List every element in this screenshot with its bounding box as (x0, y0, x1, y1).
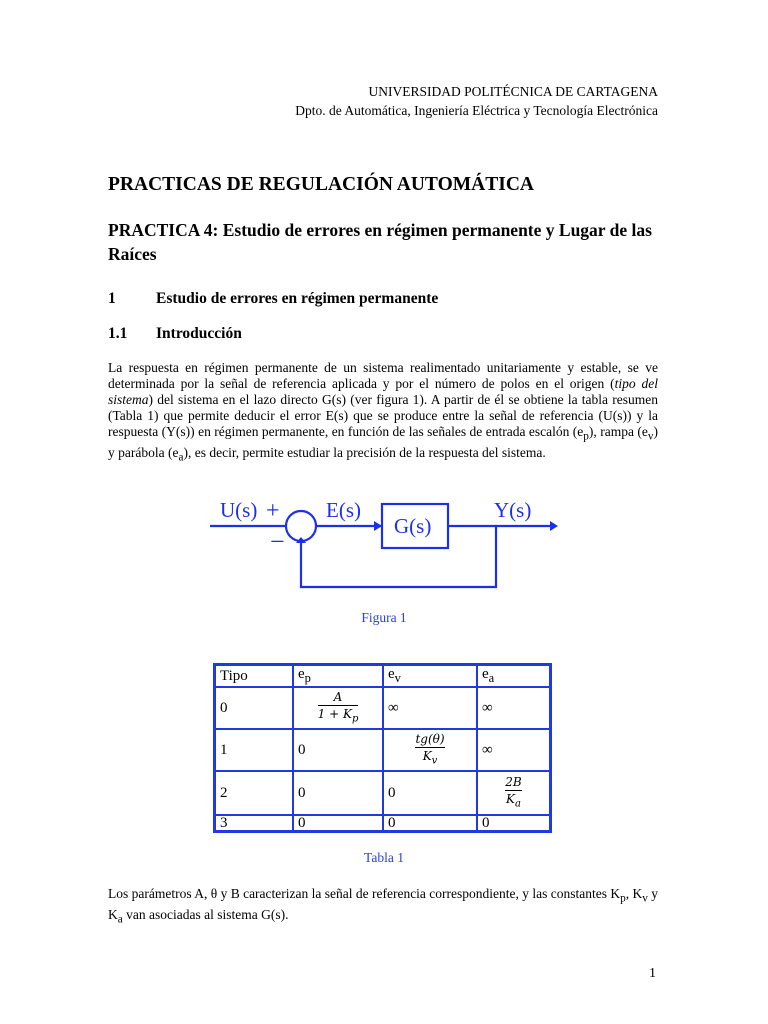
cell-ep: 0 (293, 729, 383, 771)
output-arrow-icon (550, 521, 558, 531)
table-header-row (215, 665, 551, 688)
cell-ev: ∞ (383, 687, 477, 729)
university-name: UNIVERSIDAD POLITÉCNICA DE CARTAGENA (368, 84, 658, 99)
header-ea: $e_a$ (477, 665, 551, 688)
input-label: U(s) (220, 498, 258, 522)
cell-ea: 0 (477, 815, 551, 832)
section-number: 1 (108, 290, 116, 307)
section-title: Introducción (156, 325, 242, 342)
cell-ea: $\frac{2B}{K_a}$ (477, 771, 551, 815)
cell-ep: 0 (293, 771, 383, 815)
header-tipo: Tipo (215, 665, 294, 688)
table-row (215, 729, 551, 771)
cell-tipo: 3 (215, 815, 294, 832)
practice-title: PRACTICA 4: Estudio de errores en régimen permanente y Lugar de las Raíces (108, 220, 652, 264)
document-title: PRACTICAS DE REGULACIÓN AUTOMÁTICA (108, 174, 534, 195)
cell-ea: ∞ (477, 687, 551, 729)
table-caption: Tabla 1 (364, 850, 404, 865)
cell-ev: 0 (383, 771, 477, 815)
plus-sign: + (266, 498, 280, 524)
table-row (215, 815, 551, 832)
header-ev: $e_v$ (383, 665, 477, 688)
section-title: Estudio de errores en régimen permanente (156, 290, 439, 307)
cell-ev: $\frac{tg(\theta)}{K_v}$ (383, 729, 477, 771)
cell-ep: $\frac{A}{1 + K_p}$ (293, 687, 383, 729)
section-1-1-heading (108, 325, 242, 343)
header-ep: $e_p$ (293, 665, 383, 688)
cell-ea: ∞ (477, 729, 551, 771)
forward-arrow-icon (374, 521, 382, 531)
block-diagram (200, 490, 570, 600)
table-row (215, 771, 551, 815)
page-header (295, 82, 658, 120)
cell-ep: 0 (293, 815, 383, 832)
minus-sign: − (270, 527, 285, 556)
section-1-heading (108, 290, 438, 308)
figure-caption: Figura 1 (361, 610, 407, 625)
section-number: 1.1 (108, 325, 128, 342)
closing-paragraph: Los parámetros A, θ y B caracterizan la señal de referencia correspondiente, y las constantes $K_p$, $K_v$ y $K_a$ van asociadas al sistema G(s). (108, 886, 658, 926)
table-row (215, 687, 551, 729)
page-number: 1 (649, 966, 656, 981)
cell-tipo: 0 (215, 687, 294, 729)
intro-paragraph: La respuesta en régimen permanente de un sistema realimentado unitariamente y estable, se ve determinada por la señal de referencia aplicada y por el número de polos en el origen (tipo del sistema) del sistema en el lazo directo G(s) (ver figura 1). A partir de él se obtiene la tabla resumen (Tabla 1) que permite deducir el error E(s) que se produce entre la señal de referencia (U(s)) y la respuesta (Y(s)) en régimen permanente, en función de las señales de entrada escalón $(e_p)$, rampa $(e_v)$ y parábola $(e_a)$, es decir, permite estudiar la precisión de la respuesta del sistema. (108, 360, 659, 464)
output-label: Y(s) (494, 498, 532, 522)
error-label: E(s) (326, 498, 361, 522)
block-label: G(s) (394, 514, 432, 538)
department-name: Dpto. de Automática, Ingeniería Eléctrica y Tecnología Electrónica (295, 103, 658, 118)
cell-tipo: 2 (215, 771, 294, 815)
cell-ev: 0 (383, 815, 477, 832)
cell-tipo: 1 (215, 729, 294, 771)
error-table (213, 663, 552, 833)
